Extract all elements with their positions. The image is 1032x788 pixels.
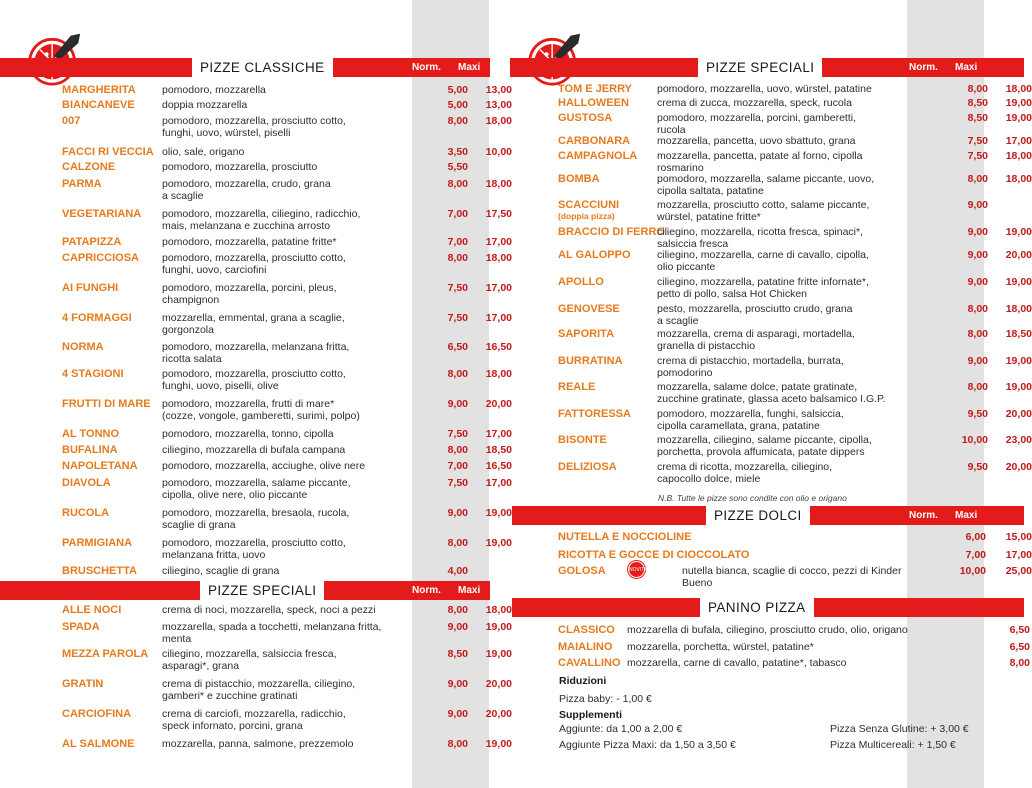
multicereali-text: Pizza Multicereali: + 1,50 € [830, 739, 956, 751]
section-title: PANINO PIZZA [700, 598, 814, 617]
item-name: ALLE NOCI [62, 604, 122, 616]
price-maxi: 19,00 [485, 738, 512, 750]
price-maxi: 17,00 [485, 477, 512, 489]
price-maxi: 18,00 [1005, 83, 1032, 95]
price-norm: 9,00 [447, 507, 468, 519]
item-name: CLASSICO [558, 624, 615, 636]
price-norm: 7,50 [447, 312, 468, 324]
item-name: SPADA [62, 621, 100, 633]
price-norm: 8,00 [447, 537, 468, 549]
item-name: RUCOLA [62, 507, 110, 519]
price-norm: 9,00 [447, 678, 468, 690]
item-name: SAPORITA [558, 328, 615, 340]
item-description: pomodoro, mozzarella, prosciutto [162, 161, 318, 173]
price-maxi: 17,00 [1005, 549, 1032, 561]
item-name: BIANCANEVE [62, 99, 135, 111]
item-name: HALLOWEEN [558, 97, 629, 109]
aggiunte-text: Aggiunte: da 1,00 a 2,00 € [559, 723, 683, 735]
item-name: FACCI RI VECCIA [62, 146, 154, 158]
menu-item [558, 112, 1032, 136]
item-description: mozzarella, prosciutto cotto, salame piccante, würstel, patatine fritte* [657, 199, 870, 223]
price-norm: 8,00 [447, 368, 468, 380]
price-maxi: 18,00 [485, 178, 512, 190]
item-name: MAIALINO [558, 641, 613, 653]
item-name: NORMA [62, 341, 104, 353]
menu-item [62, 341, 512, 365]
price-maxi: 18,00 [1005, 150, 1032, 162]
item-description: pomodoro, mozzarella, porcini, gamberetti, rucola [657, 112, 857, 136]
item-name: MARGHERITA [62, 84, 136, 96]
price-maxi: 17,00 [485, 282, 512, 294]
menu-item [558, 434, 1032, 458]
item-name: CALZONE [62, 161, 116, 173]
item-description: crema di ricotta, mozzarella, ciliegino, capocollo dolce, miele [657, 461, 833, 485]
price-norm: 5,00 [447, 84, 468, 96]
item-description: pomodoro, mozzarella, patatine fritte* [162, 236, 337, 248]
price-maxi: 17,00 [485, 312, 512, 324]
item-description: crema di pistacchio, mortadella, burrata, pomodorino [657, 355, 844, 379]
item-name: 007 [62, 115, 81, 127]
price-maxi: 19,00 [1005, 381, 1032, 393]
item-description: ciliegino, mozzarella, patatine fritte infornate*, petto di pollo, salsa Hot Chicken [657, 276, 869, 300]
norm-header: Norm. [909, 62, 938, 73]
item-name: AL SALMONE [62, 738, 135, 750]
riduzioni-title: Riduzioni [559, 675, 607, 687]
item-description: mozzarella, pancetta, uovo sbattuto, grana [657, 135, 856, 147]
price-maxi: 19,00 [485, 537, 512, 549]
item-description: olio, sale, origano [162, 146, 245, 158]
price-norm: 7,00 [965, 549, 986, 561]
price-norm: 4,00 [447, 565, 468, 577]
price-norm: 8,00 [447, 115, 468, 127]
price-norm: 5,50 [447, 161, 468, 173]
item-name: VEGETARIANA [62, 208, 142, 220]
item-description: mozzarella, emmental, grana a scaglie, gorgonzola [162, 312, 345, 336]
price-maxi: 18,00 [1005, 303, 1032, 315]
item-name: PATAPIZZA [62, 236, 122, 248]
item-description: pomodoro, mozzarella, prosciutto cotto, funghi, uovo, piselli, olive [162, 368, 346, 392]
item-name: PARMA [62, 178, 102, 190]
menu-item [558, 355, 1032, 379]
price-maxi: 18,00 [485, 604, 512, 616]
price-maxi: 13,00 [485, 99, 512, 111]
price-norm: 9,00 [447, 708, 468, 720]
item-name: DELIZIOSA [558, 461, 617, 473]
pizza-baby-text: Pizza baby: - 1,00 € [559, 693, 652, 705]
item-description: pomodoro, mozzarella, prosciutto cotto, funghi, uovo, würstel, piselli [162, 115, 346, 139]
item-description: crema di zucca, mozzarella, speck, rucola [657, 97, 852, 109]
item-name: RICOTTA E GOCCE DI CIOCCOLATO [558, 549, 750, 561]
price-maxi: 17,00 [1005, 135, 1032, 147]
menu-item [558, 173, 1032, 197]
price-norm: 8,00 [447, 252, 468, 264]
item-name: REALE [558, 381, 596, 393]
price-norm: 9,00 [967, 199, 988, 211]
price-norm: 8,00 [967, 381, 988, 393]
price-maxi: 20,00 [485, 398, 512, 410]
item-description: pomodoro, mozzarella, tonno, cipolla [162, 428, 334, 440]
item-name: FATTORESSA [558, 408, 631, 420]
item-name: GUSTOSA [558, 112, 613, 124]
price-norm: 9,00 [967, 355, 988, 367]
price-maxi: 19,00 [1005, 112, 1032, 124]
price-maxi: 19,00 [485, 507, 512, 519]
menu-item [558, 226, 1032, 250]
item-name: MEZZA PAROLA [62, 648, 149, 660]
item-description: mozzarella, carne di cavallo, patatine*, tabasco [627, 657, 847, 669]
price-norm: 7,50 [447, 282, 468, 294]
item-name: BURRATINA [558, 355, 623, 367]
price-maxi: 20,00 [485, 708, 512, 720]
price-norm: 5,00 [447, 99, 468, 111]
menu-item [558, 150, 1032, 174]
menu-item [62, 252, 512, 276]
price-maxi: 19,00 [1005, 355, 1032, 367]
price-maxi: 20,00 [485, 678, 512, 690]
item-description: pomodoro, mozzarella, salame piccante, uovo, cipolla saltata, patatine [657, 173, 875, 197]
item-description: pesto, mozzarella, prosciutto crudo, grana a scaglie [657, 303, 853, 327]
menu-item [558, 381, 1032, 405]
price-norm: 9,00 [967, 249, 988, 261]
header-pizze-dolci [512, 506, 1024, 525]
price-norm: 3,50 [447, 146, 468, 158]
price-norm: 8,00 [967, 83, 988, 95]
menu-item [62, 621, 512, 645]
item-description: mozzarella, pancetta, patate al forno, cipolla rosmarino [657, 150, 863, 174]
maxi-header: Maxi [955, 510, 978, 521]
price-maxi: 19,00 [1005, 276, 1032, 288]
menu-item [62, 537, 512, 561]
section-title: PIZZE CLASSICHE [192, 58, 333, 77]
header-panino-pizza [512, 598, 1024, 617]
item-name: FRUTTI DI MARE [62, 398, 151, 410]
price-maxi: 20,00 [1005, 461, 1032, 473]
item-name: BISONTE [558, 434, 607, 446]
item-description: pomodoro, mozzarella, prosciutto cotto, melanzana fritta, uovo [162, 537, 346, 561]
menu-item [558, 249, 1032, 273]
item-description: ciliegino, mozzarella di bufala campana [162, 444, 346, 456]
item-description: pomodoro, mozzarella, bresaola, rucola, scaglie di grana [162, 507, 350, 531]
price-maxi: 15,00 [1005, 531, 1032, 543]
left-column [0, 0, 512, 788]
senza-glutine-text: Pizza Senza Glutine: + 3,00 € [830, 723, 969, 735]
item-price: 8,00 [1009, 657, 1030, 669]
menu-item [62, 708, 512, 732]
item-description: ciliegino, scaglie di grana [162, 565, 280, 577]
price-norm: 8,00 [447, 178, 468, 190]
header-pizze-speciali-right [510, 58, 1024, 77]
item-description: pomodoro, mozzarella, prosciutto cotto, funghi, uovo, carciofini [162, 252, 346, 276]
price-norm: 10,00 [959, 565, 986, 577]
item-description: crema di pistacchio, mozzarella, ciliegino, gamberi* e zucchine gratinati [162, 678, 356, 702]
price-norm: 7,00 [447, 460, 468, 472]
item-name: BRACCIO DI FERRO [558, 226, 665, 238]
price-norm: 7,00 [447, 236, 468, 248]
item-description: ciliegino, mozzarella, carne di cavallo, cipolla, olio piccante [657, 249, 869, 273]
section-title: PIZZE DOLCI [706, 506, 810, 525]
price-maxi: 18,00 [485, 252, 512, 264]
price-norm: 6,00 [965, 531, 986, 543]
price-maxi: 18,00 [485, 368, 512, 380]
price-norm: 8,00 [447, 738, 468, 750]
price-maxi: 17,50 [485, 208, 512, 220]
item-description: pomodoro, mozzarella, crudo, grana a scaglie [162, 178, 331, 202]
price-maxi: 18,00 [485, 115, 512, 127]
price-norm: 9,50 [967, 461, 988, 473]
menu-item [558, 199, 1024, 223]
item-name: DIAVOLA [62, 477, 111, 489]
menu-item [62, 477, 512, 501]
price-norm: 8,50 [967, 97, 988, 109]
item-description: pomodoro, mozzarella [162, 84, 266, 96]
menu-item [62, 507, 512, 531]
price-maxi: 20,00 [1005, 249, 1032, 261]
norm-header: Norm. [412, 585, 441, 596]
item-name: BOMBA [558, 173, 600, 185]
item-price: 6,50 [1009, 641, 1030, 653]
item-price: 6,50 [1009, 624, 1030, 636]
item-name: GOLOSA [558, 565, 606, 577]
item-description: pomodoro, mozzarella, frutti di mare* (cozze, vongole, gamberetti, surimi, polpo) [162, 398, 360, 422]
price-maxi: 17,00 [485, 428, 512, 440]
right-column [510, 0, 1032, 788]
menu-item [62, 678, 512, 702]
menu-item [62, 738, 512, 762]
menu-item [62, 398, 512, 422]
item-name: CARCIOFINA [62, 708, 132, 720]
supplementi-title: Supplementi [559, 709, 623, 721]
menu-item [558, 276, 1032, 300]
price-norm: 8,50 [967, 112, 988, 124]
price-norm: 8,00 [447, 444, 468, 456]
item-name: CAMPAGNOLA [558, 150, 638, 162]
item-name: APOLLO [558, 276, 604, 288]
price-maxi: 19,00 [1005, 226, 1032, 238]
item-name: 4 STAGIONI [62, 368, 124, 380]
price-norm: 9,50 [967, 408, 988, 420]
item-description: pomodoro, mozzarella, acciughe, olive nere [162, 460, 366, 472]
price-maxi: 19,00 [485, 621, 512, 633]
price-norm: 9,00 [447, 398, 468, 410]
item-description: crema di noci, mozzarella, speck, noci a pezzi [162, 604, 376, 616]
menu-item [558, 328, 1032, 352]
header-pizze-classiche [0, 58, 490, 77]
price-norm: 7,50 [967, 135, 988, 147]
item-subtitle: (doppia pizza) [558, 211, 615, 221]
header-pizze-speciali-left [0, 581, 490, 600]
norm-header: Norm. [909, 510, 938, 521]
price-norm: 8,00 [447, 604, 468, 616]
item-description: mozzarella, panna, salmone, prezzemolo [162, 738, 354, 750]
item-description: mozzarella, porchetta, würstel, patatine* [627, 641, 814, 653]
maxi-header: Maxi [458, 62, 481, 73]
price-maxi: 16,50 [485, 341, 512, 353]
item-name: GENOVESE [558, 303, 620, 315]
item-description: mozzarella, ciliegino, salame piccante, cipolla, porchetta, provola affumicata, patate dippers [657, 434, 872, 458]
price-norm: 7,50 [447, 428, 468, 440]
price-norm: 9,00 [447, 621, 468, 633]
item-name: BRUSCHETTA [62, 565, 137, 577]
item-description: pomodoro, mozzarella, funghi, salsiccia, cipolla caramellata, grana, patatine [657, 408, 844, 432]
item-name: NUTELLA E NOCCIOLINE [558, 531, 692, 543]
item-description: doppia mozzarella [162, 99, 248, 111]
item-description: ciliegino, mozzarella, salsiccia fresca, asparagi*, grana [162, 648, 337, 672]
price-maxi: 18,50 [485, 444, 512, 456]
item-description: pomodoro, mozzarella, melanzana fritta, ricotta salata [162, 341, 350, 365]
item-name: CARBONARA [558, 135, 631, 147]
price-maxi: 10,00 [485, 146, 512, 158]
item-name: AL GALOPPO [558, 249, 631, 261]
price-maxi: 25,00 [1005, 565, 1032, 577]
section-title: PIZZE SPECIALI [698, 58, 822, 77]
price-maxi: 13,00 [485, 84, 512, 96]
item-description: mozzarella, salame dolce, patate gratinate, zucchine gratinate, glassa aceto balsamico I.G.P. [657, 381, 886, 405]
item-description: mozzarella di bufala, ciliegino, prosciutto crudo, olio, origano [627, 624, 908, 636]
price-maxi: 16,50 [485, 460, 512, 472]
condiment-note: N.B. Tutte le pizze sono condite con olio e origano [658, 493, 847, 503]
aggiunte-maxi-text: Aggiunte Pizza Maxi: da 1,50 a 3,50 € [559, 739, 736, 751]
menu-item [558, 303, 1032, 327]
price-norm: 8,00 [967, 303, 988, 315]
price-norm: 9,00 [967, 226, 988, 238]
norm-header: Norm. [412, 62, 441, 73]
item-description: pomodoro, mozzarella, porcini, pleus, champignon [162, 282, 337, 306]
item-description: crema di carciofi, mozzarella, radicchio, speck infornato, porcini, grana [162, 708, 346, 732]
price-maxi: 19,00 [485, 648, 512, 660]
price-norm: 7,50 [967, 150, 988, 162]
item-name: GRATIN [62, 678, 104, 690]
price-maxi: 18,50 [1005, 328, 1032, 340]
item-name: NAPOLETANA [62, 460, 138, 472]
menu-item [558, 461, 1032, 485]
item-description: mozzarella, crema di asparagi, mortadella, granella di pistacchio [657, 328, 855, 352]
item-name: PARMIGIANA [62, 537, 133, 549]
menu-item [62, 368, 512, 392]
price-norm: 8,00 [967, 328, 988, 340]
price-norm: 8,00 [967, 173, 988, 185]
price-norm: 10,00 [961, 434, 988, 446]
price-maxi: 20,00 [1005, 408, 1032, 420]
item-name: TOM E JERRY [558, 83, 632, 95]
section-title: PIZZE SPECIALI [200, 581, 324, 600]
item-name: AL TONNO [62, 428, 120, 440]
novita-badge-icon: NOVITÀ [628, 561, 645, 578]
item-description: pomodoro, mozzarella, ciliegino, radicchio, mais, melanzana e zucchina arrosto [162, 208, 361, 232]
price-norm: 6,50 [447, 341, 468, 353]
menu-item [558, 657, 1030, 681]
price-maxi: 19,00 [1005, 97, 1032, 109]
item-description: ciliegino, mozzarella, ricotta fresca, spinaci*, salsiccia fresca [657, 226, 864, 250]
price-maxi: 17,00 [485, 236, 512, 248]
price-norm: 7,50 [447, 477, 468, 489]
price-maxi: 18,00 [1005, 173, 1032, 185]
item-name: BUFALINA [62, 444, 118, 456]
item-description: pomodoro, mozzarella, uovo, würstel, patatine [657, 83, 872, 95]
maxi-header: Maxi [458, 585, 481, 596]
item-name: AI FUNGHI [62, 282, 119, 294]
menu-item [62, 178, 512, 202]
menu-item [62, 115, 512, 139]
item-description: nutella bianca, scaglie di cocco, pezzi di Kinder Bueno [682, 565, 902, 589]
item-name: SCACCIUNI [558, 199, 620, 211]
item-description: pomodoro, mozzarella, salame piccante, cipolla, olive nere, olio piccante [162, 477, 351, 501]
price-norm: 9,00 [967, 276, 988, 288]
price-maxi: 23,00 [1005, 434, 1032, 446]
item-name: 4 FORMAGGI [62, 312, 132, 324]
menu-item [62, 648, 512, 672]
menu-item [62, 312, 512, 336]
item-name: CAVALLINO [558, 657, 621, 669]
item-description: mozzarella, spada a tocchetti, melanzana fritta, menta [162, 621, 382, 645]
item-name: CAPRICCIOSA [62, 252, 140, 264]
price-norm: 8,50 [447, 648, 468, 660]
menu-item [62, 208, 512, 232]
menu-item [558, 408, 1032, 432]
menu-item [62, 282, 512, 306]
maxi-header: Maxi [955, 62, 978, 73]
price-norm: 7,00 [447, 208, 468, 220]
